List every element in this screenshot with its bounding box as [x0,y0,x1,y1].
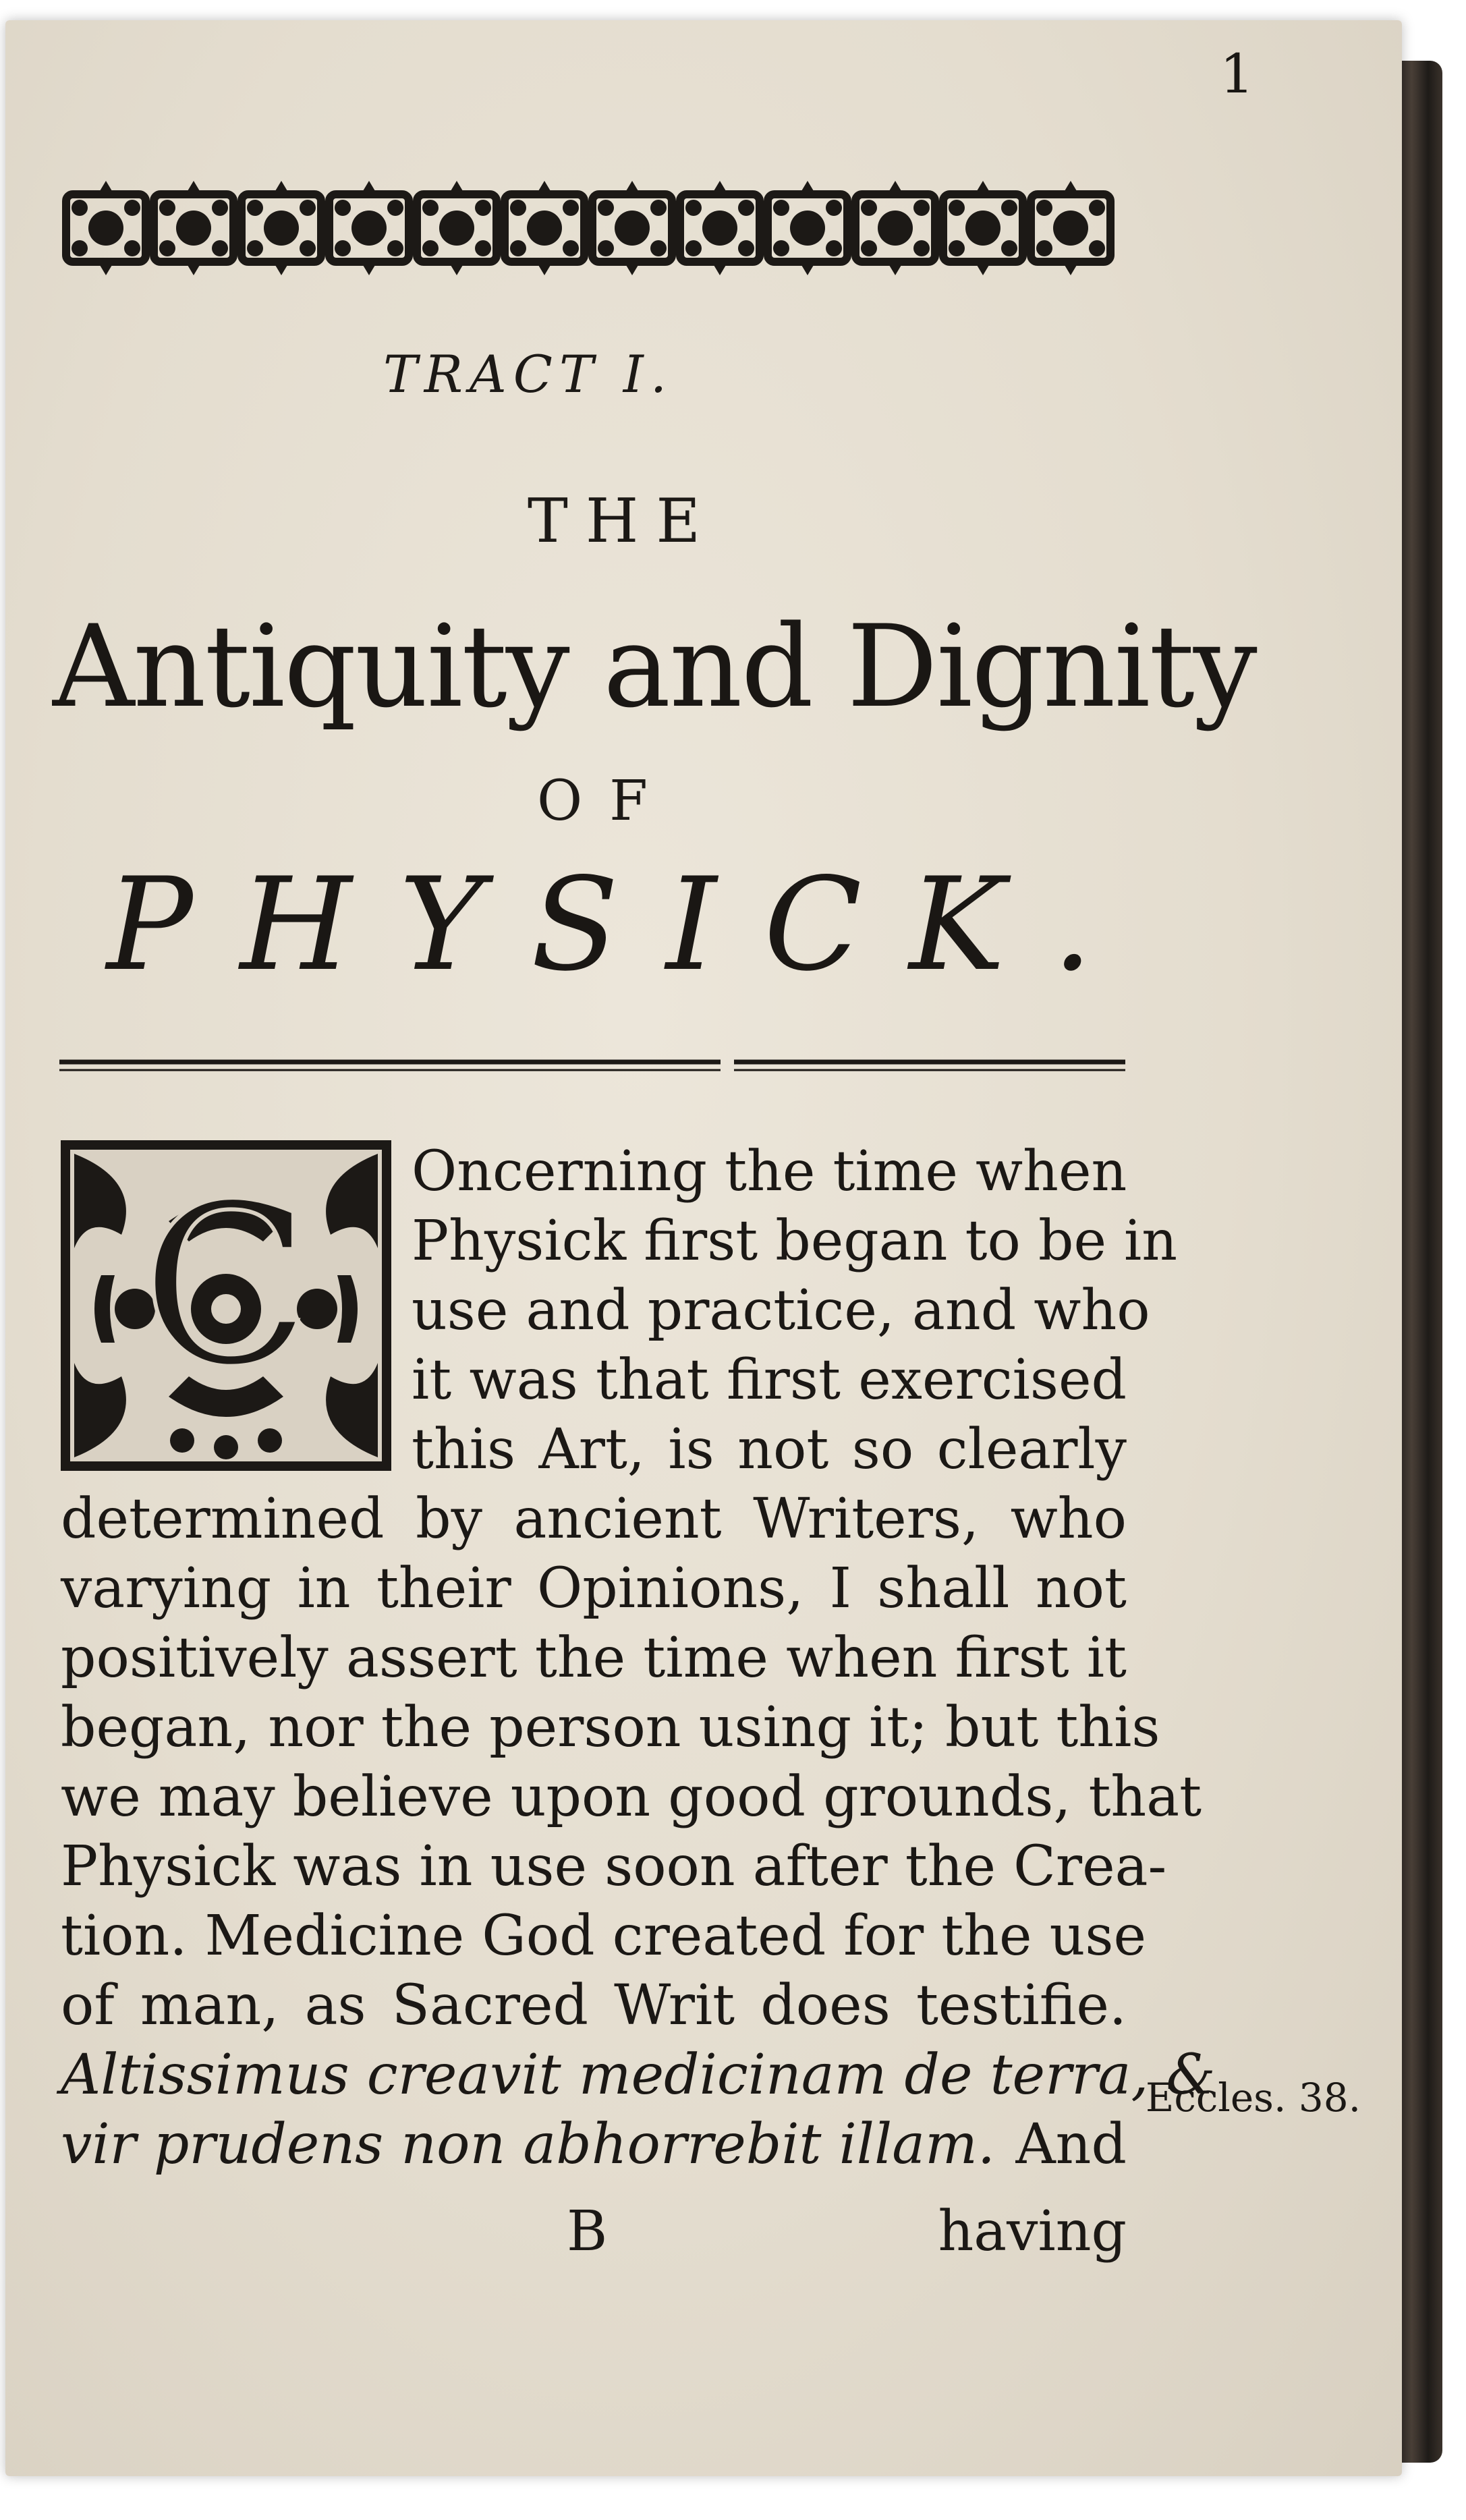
body-text [61,1137,1216,2179]
body-line: tion. Medicine God created for the use [61,1904,1147,1968]
body-line: determined by ancient Writers, who [61,1487,1127,1551]
title-subject: PHYSICK. [107,850,1140,999]
fleuron-headpiece [59,167,1132,289]
body-line: it was that first exercised [412,1348,1127,1412]
page-number: 1 [1220,43,1254,105]
body-line: Physick was in use soon after the Crea- [61,1835,1167,1899]
body-line: Oncerning the time when [412,1140,1127,1204]
latin-quote-last-line [61,2110,1127,2179]
body-line: positively assert the time when first it [61,1626,1127,1690]
title-rule [59,1053,1125,1080]
latin-quote-line: vir prudens non abhorrebit illam. [61,2112,995,2177]
tract-heading: TRACT I. [383,344,673,404]
title-the-text: THE [527,486,718,557]
drop-cap-letter: C [140,1156,312,1416]
body-line: of man, as Sacred Writ does testifie. [61,1973,1127,2038]
book-spine [1395,61,1442,2463]
title-the [5,486,1402,567]
body-line: varying in their Opinions, I shall not [61,1557,1127,1621]
margin-note-reference: Eccles. 38. [1146,2075,1361,2121]
catchword: having [938,2200,1127,2264]
latin-last-word: And [1015,2112,1127,2177]
page-title: Antiquity and Dignity [53,600,1256,733]
book-page [5,20,1402,2476]
latin-quote-line: Altissimus creavit medicinam de terra, & [61,2043,1216,2107]
body-line: Physick first began to be in [412,1209,1178,1273]
body-line: use and practice, and who [412,1279,1150,1343]
body-line: began, nor the person using it; but this [61,1696,1160,1760]
body-line: this Art, is not so clearly [412,1418,1127,1482]
page-footer [61,2200,1127,2274]
body-line: we may believe upon good grounds, that [61,1765,1202,1829]
signature-mark: B [567,2200,608,2264]
title-of: OF [536,769,675,833]
